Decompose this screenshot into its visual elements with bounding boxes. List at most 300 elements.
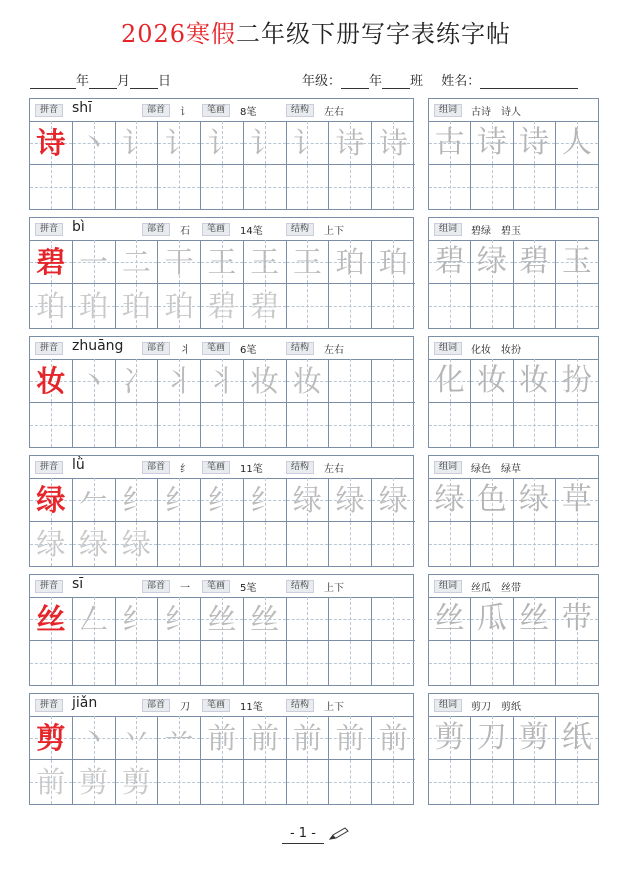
cell-char: 讠 — [207, 126, 237, 160]
grid-cell[interactable] — [201, 478, 244, 522]
practice-box — [29, 217, 414, 329]
grid-cell[interactable] — [372, 165, 415, 209]
word-cell[interactable] — [514, 240, 556, 284]
radical-tag: 部首 — [142, 104, 170, 117]
cell-char: 珀 — [121, 289, 151, 323]
word-cell[interactable] — [429, 403, 471, 447]
word-char: 色 — [476, 482, 507, 517]
word-cell[interactable] — [556, 716, 598, 760]
structure-value: 上下 — [324, 702, 344, 713]
structure-value: 左右 — [324, 345, 344, 356]
grid-cell[interactable] — [329, 522, 372, 566]
cell-char: 碧 — [207, 289, 237, 323]
word-cell[interactable] — [556, 165, 598, 209]
grid-cell[interactable] — [329, 284, 372, 328]
info-bar — [30, 456, 413, 479]
word-cell[interactable] — [471, 284, 513, 328]
word-cell[interactable] — [471, 597, 513, 641]
structure-tag: 结构 — [286, 580, 314, 593]
grid-cell[interactable] — [201, 240, 244, 284]
words-tag: 组词 — [434, 223, 462, 236]
word-cell[interactable] — [471, 522, 513, 566]
grid-cell[interactable] — [244, 478, 287, 522]
char-section — [29, 455, 599, 567]
word-cell[interactable] — [556, 240, 598, 284]
grid-cell[interactable] — [372, 716, 415, 760]
grid-cell[interactable] — [30, 716, 73, 760]
word-cell[interactable] — [429, 165, 471, 209]
word-cell[interactable] — [429, 240, 471, 284]
grid-cell[interactable] — [73, 716, 116, 760]
grid-cell[interactable] — [201, 121, 244, 165]
grid-cell[interactable] — [201, 597, 244, 641]
strokes-tag: 笔画 — [202, 223, 230, 236]
cell-char: 纟 — [121, 483, 151, 517]
cell-char: 绿 — [378, 483, 408, 517]
info-bar — [30, 575, 413, 598]
radical-value: 石 — [180, 226, 190, 237]
word-char: 人 — [561, 125, 592, 160]
word-cell[interactable] — [429, 760, 471, 804]
words-box — [428, 574, 599, 686]
grid-cell[interactable] — [244, 641, 287, 685]
cell-char: 讠 — [164, 126, 194, 160]
word-char: 碧 — [434, 244, 465, 279]
practice-box — [29, 574, 414, 686]
grid-cell[interactable] — [116, 240, 159, 284]
cell-char: 冫 — [121, 364, 151, 398]
word-cell[interactable] — [429, 284, 471, 328]
word-cell[interactable] — [514, 760, 556, 804]
radical-tag: 部首 — [142, 699, 170, 712]
structure-tag: 结构 — [286, 104, 314, 117]
grid-cell[interactable] — [329, 716, 372, 760]
cell-char: 诗 — [378, 126, 408, 160]
grid-cell[interactable] — [244, 121, 287, 165]
strokes-value: 14笔 — [240, 226, 263, 237]
grid-cell[interactable] — [158, 165, 201, 209]
cell-char: 讠 — [250, 126, 280, 160]
grid-cell[interactable] — [201, 403, 244, 447]
cell-char: 丬 — [207, 364, 237, 398]
grid-cell[interactable] — [158, 716, 201, 760]
word-char: 化 — [434, 363, 465, 398]
page-title: 2026寒假二年级下册写字表练字帖 — [120, 20, 512, 48]
page-number: - 1 - — [282, 826, 324, 844]
day-blank[interactable] — [130, 75, 158, 89]
words-value: 化妆 妆扮 — [471, 345, 521, 356]
word-cell[interactable] — [556, 641, 598, 685]
word-cell[interactable] — [471, 403, 513, 447]
grid-cell[interactable] — [372, 403, 415, 447]
grid-cell[interactable] — [372, 597, 415, 641]
word-cell[interactable] — [429, 597, 471, 641]
grid-cell[interactable] — [116, 359, 159, 403]
word-cell[interactable] — [471, 641, 513, 685]
word-cell[interactable] — [471, 478, 513, 522]
structure-value: 上下 — [324, 226, 344, 237]
grid-cell[interactable] — [244, 284, 287, 328]
pinyin-value: shī — [72, 100, 93, 116]
grid-cell[interactable] — [30, 478, 73, 522]
grid-cell[interactable] — [372, 522, 415, 566]
words-bar — [429, 99, 598, 122]
cell-char: 丝 — [207, 602, 237, 636]
date-line: 年 月 日 — [30, 70, 171, 89]
grid-cell[interactable] — [30, 760, 73, 804]
grid-cell[interactable] — [116, 165, 159, 209]
grid-cell[interactable] — [158, 760, 201, 804]
cell-char: 诗 — [36, 126, 66, 160]
cell-char: 𠂉 — [79, 483, 109, 517]
cell-char: 䒑 — [164, 721, 194, 755]
cell-char: 碧 — [250, 289, 280, 323]
practice-box — [29, 336, 414, 448]
cell-char: 前 — [36, 765, 66, 799]
cell-char: 绿 — [79, 527, 109, 561]
grid-cell[interactable] — [329, 597, 372, 641]
pencil-icon — [328, 826, 350, 841]
cell-char: 丷 — [121, 721, 151, 755]
grid-cell[interactable] — [116, 760, 159, 804]
grid-cell[interactable] — [287, 284, 330, 328]
grid-cell[interactable] — [372, 760, 415, 804]
pinyin-tag: 拼音 — [35, 461, 63, 474]
structure-tag: 结构 — [286, 342, 314, 355]
word-char: 绿 — [519, 482, 550, 517]
word-char: 玉 — [561, 244, 592, 279]
grid-cell[interactable] — [73, 641, 116, 685]
grid-cell[interactable] — [116, 716, 159, 760]
cell-char: 剪 — [121, 765, 151, 799]
month-blank[interactable] — [89, 75, 117, 89]
grid-cell[interactable] — [329, 478, 372, 522]
radical-tag: 部首 — [142, 223, 170, 236]
structure-tag: 结构 — [286, 699, 314, 712]
grid-cell[interactable] — [287, 359, 330, 403]
char-section — [29, 693, 599, 805]
grid-cell[interactable] — [244, 597, 287, 641]
word-char: 草 — [561, 482, 592, 517]
strokes-value: 8笔 — [240, 107, 257, 118]
word-cell[interactable] — [514, 522, 556, 566]
cell-char: 前 — [207, 721, 237, 755]
word-cell[interactable] — [556, 597, 598, 641]
grid-cell[interactable] — [372, 240, 415, 284]
class-blank[interactable] — [382, 75, 410, 89]
word-cell[interactable] — [429, 359, 471, 403]
word-cell[interactable] — [514, 359, 556, 403]
name-blank[interactable] — [480, 75, 578, 89]
structure-value: 左右 — [324, 107, 344, 118]
grid-cell[interactable] — [73, 240, 116, 284]
cell-char: 王 — [292, 245, 322, 279]
words-tag: 组词 — [434, 104, 462, 117]
cell-char: 纟 — [121, 602, 151, 636]
word-char: 剪 — [519, 720, 550, 755]
grid-cell[interactable] — [158, 597, 201, 641]
word-cell[interactable] — [429, 121, 471, 165]
practice-box — [29, 693, 414, 805]
word-cell[interactable] — [556, 121, 598, 165]
strokes-value: 11笔 — [240, 702, 263, 713]
grid-cell[interactable] — [73, 522, 116, 566]
grid-cell[interactable] — [158, 522, 201, 566]
words-value: 古诗 诗人 — [471, 107, 521, 118]
grid-cell[interactable] — [73, 760, 116, 804]
grid-cell[interactable] — [244, 359, 287, 403]
grid-cell[interactable] — [158, 359, 201, 403]
info-bar — [30, 218, 413, 241]
cell-char: 前 — [335, 721, 365, 755]
char-section — [29, 574, 599, 686]
char-section — [29, 217, 599, 329]
strokes-tag: 笔画 — [202, 461, 230, 474]
grid-cell[interactable] — [287, 522, 330, 566]
pinyin-value: jiǎn — [72, 695, 98, 711]
grid-cell[interactable] — [287, 240, 330, 284]
grid-cell[interactable] — [372, 641, 415, 685]
strokes-value: 5笔 — [240, 583, 257, 594]
cell-char: 讠 — [121, 126, 151, 160]
strokes-tag: 笔画 — [202, 342, 230, 355]
grid-cell[interactable] — [287, 641, 330, 685]
grid-cell[interactable] — [201, 359, 244, 403]
grid-cell[interactable] — [73, 284, 116, 328]
radical-value: 刀 — [180, 702, 190, 713]
grid-cell[interactable] — [158, 478, 201, 522]
grid-cell[interactable] — [116, 403, 159, 447]
grid-cell[interactable] — [372, 284, 415, 328]
info-bar — [30, 337, 413, 360]
year-blank[interactable] — [30, 75, 76, 89]
cell-char: 珀 — [79, 289, 109, 323]
grid-cell[interactable] — [244, 522, 287, 566]
grid-cell[interactable] — [30, 641, 73, 685]
word-cell[interactable] — [556, 284, 598, 328]
cell-char: 丶 — [79, 721, 109, 755]
cell-char: 珀 — [378, 245, 408, 279]
cell-char: 王 — [250, 245, 280, 279]
cell-char: 剪 — [36, 721, 66, 755]
words-bar — [429, 218, 598, 241]
grid-cell[interactable] — [73, 478, 116, 522]
grade-blank[interactable] — [341, 75, 369, 89]
grid-cell[interactable] — [372, 478, 415, 522]
grid-cell[interactable] — [30, 597, 73, 641]
words-value: 剪刀 剪纸 — [471, 702, 521, 713]
word-char: 带 — [561, 601, 592, 636]
grid-cell[interactable] — [287, 760, 330, 804]
cell-char: 前 — [378, 721, 408, 755]
grid-cell[interactable] — [329, 165, 372, 209]
word-cell[interactable] — [471, 121, 513, 165]
grid-cell[interactable] — [158, 641, 201, 685]
info-bar — [30, 694, 413, 717]
grid-cell[interactable] — [287, 403, 330, 447]
word-char: 妆 — [476, 363, 507, 398]
cell-char: 纟 — [250, 483, 280, 517]
radical-value: 一 — [180, 583, 190, 594]
cell-char: 妆 — [250, 364, 280, 398]
cell-char: 前 — [250, 721, 280, 755]
pinyin-tag: 拼音 — [35, 223, 63, 236]
word-cell[interactable] — [429, 716, 471, 760]
words-value: 碧绿 碧玉 — [471, 226, 521, 237]
grid-cell[interactable] — [372, 359, 415, 403]
cell-char: 纟 — [207, 483, 237, 517]
cell-char: 丝 — [36, 602, 66, 636]
word-cell[interactable] — [514, 121, 556, 165]
grid-cell[interactable] — [244, 165, 287, 209]
word-cell[interactable] — [556, 522, 598, 566]
cell-char: 二 — [121, 245, 151, 279]
grid-cell[interactable] — [73, 403, 116, 447]
cell-char: 绿 — [335, 483, 365, 517]
grid-cell[interactable] — [30, 121, 73, 165]
grid-cell[interactable] — [116, 121, 159, 165]
word-cell[interactable] — [514, 165, 556, 209]
radical-value: 讠 — [180, 107, 190, 118]
word-char: 丝 — [434, 601, 465, 636]
word-cell[interactable] — [471, 716, 513, 760]
word-cell[interactable] — [429, 522, 471, 566]
words-bar — [429, 456, 598, 479]
word-cell[interactable] — [556, 359, 598, 403]
pinyin-value: bì — [72, 219, 85, 235]
words-box — [428, 98, 599, 210]
char-section — [29, 336, 599, 448]
grid-cell[interactable] — [244, 760, 287, 804]
grid-cell[interactable] — [287, 165, 330, 209]
grid-cell[interactable] — [201, 716, 244, 760]
grid-cell[interactable] — [329, 359, 372, 403]
cell-char: 妆 — [36, 364, 66, 398]
word-cell[interactable] — [471, 359, 513, 403]
cell-char: 𠃋 — [79, 602, 109, 636]
word-cell[interactable] — [471, 165, 513, 209]
grid-cell[interactable] — [287, 121, 330, 165]
word-char: 纸 — [561, 720, 592, 755]
grid-cell[interactable] — [116, 478, 159, 522]
word-char: 瓜 — [476, 601, 507, 636]
grid-cell[interactable] — [329, 760, 372, 804]
grid-cell[interactable] — [244, 240, 287, 284]
grid-cell[interactable] — [158, 284, 201, 328]
grid-cell[interactable] — [116, 522, 159, 566]
word-cell[interactable] — [514, 641, 556, 685]
grid-cell[interactable] — [287, 597, 330, 641]
radical-tag: 部首 — [142, 580, 170, 593]
grid-cell[interactable] — [287, 478, 330, 522]
word-cell[interactable] — [514, 597, 556, 641]
pinyin-tag: 拼音 — [35, 699, 63, 712]
grid-cell[interactable] — [201, 641, 244, 685]
grid-cell[interactable] — [201, 522, 244, 566]
grid-cell[interactable] — [158, 240, 201, 284]
grid-cell[interactable] — [329, 403, 372, 447]
word-cell[interactable] — [471, 760, 513, 804]
word-cell[interactable] — [556, 760, 598, 804]
grid-cell[interactable] — [244, 403, 287, 447]
strokes-tag: 笔画 — [202, 699, 230, 712]
grid-cell[interactable] — [201, 165, 244, 209]
grid-cell[interactable] — [73, 597, 116, 641]
cell-char: 讠 — [292, 126, 322, 160]
word-cell[interactable] — [514, 478, 556, 522]
grid-cell[interactable] — [201, 284, 244, 328]
grid-cell[interactable] — [244, 716, 287, 760]
grid-cell[interactable] — [329, 121, 372, 165]
grid-cell[interactable] — [158, 121, 201, 165]
cell-char: 妆 — [292, 364, 322, 398]
radical-value: 纟 — [180, 464, 190, 475]
grid-cell[interactable] — [201, 760, 244, 804]
grid-cell[interactable] — [158, 403, 201, 447]
word-char: 诗 — [476, 125, 507, 160]
grid-cell[interactable] — [329, 240, 372, 284]
practice-box — [29, 455, 414, 567]
grid-cell[interactable] — [116, 641, 159, 685]
word-cell[interactable] — [514, 716, 556, 760]
radical-value: 丬 — [180, 345, 190, 356]
word-cell[interactable] — [471, 240, 513, 284]
words-tag: 组词 — [434, 580, 462, 593]
word-cell[interactable] — [514, 284, 556, 328]
words-bar — [429, 575, 598, 598]
grid-cell[interactable] — [372, 121, 415, 165]
word-cell[interactable] — [556, 478, 598, 522]
word-char: 妆 — [519, 363, 550, 398]
grid-cell[interactable] — [329, 641, 372, 685]
structure-tag: 结构 — [286, 223, 314, 236]
grid-cell[interactable] — [73, 359, 116, 403]
word-cell[interactable] — [514, 403, 556, 447]
word-cell[interactable] — [429, 641, 471, 685]
grid-cell[interactable] — [287, 716, 330, 760]
pinyin-value: zhuāng — [72, 338, 124, 354]
pinyin-tag: 拼音 — [35, 104, 63, 117]
words-value: 丝瓜 丝带 — [471, 583, 521, 594]
grid-cell[interactable] — [73, 165, 116, 209]
grid-cell[interactable] — [30, 284, 73, 328]
word-char: 扮 — [561, 363, 592, 398]
grid-cell[interactable] — [30, 403, 73, 447]
grid-cell[interactable] — [116, 284, 159, 328]
grid-cell[interactable] — [30, 522, 73, 566]
word-char: 绿 — [434, 482, 465, 517]
grid-cell[interactable] — [30, 240, 73, 284]
word-char: 丝 — [519, 601, 550, 636]
word-cell[interactable] — [429, 478, 471, 522]
grid-cell[interactable] — [30, 359, 73, 403]
cell-char: 珀 — [335, 245, 365, 279]
pinyin-value: lǜ — [72, 457, 85, 473]
grid-cell[interactable] — [73, 121, 116, 165]
strokes-value: 6笔 — [240, 345, 257, 356]
grid-cell[interactable] — [116, 597, 159, 641]
cell-char: 绿 — [292, 483, 322, 517]
cell-char: 绿 — [36, 527, 66, 561]
char-section — [29, 98, 599, 210]
word-char: 刀 — [476, 720, 507, 755]
class-line: 年级： 年 班 姓名： — [302, 70, 578, 89]
word-cell[interactable] — [556, 403, 598, 447]
grid-cell[interactable] — [30, 165, 73, 209]
cell-char: 纟 — [164, 602, 194, 636]
words-tag: 组词 — [434, 342, 462, 355]
words-value: 绿色 绿草 — [471, 464, 521, 475]
